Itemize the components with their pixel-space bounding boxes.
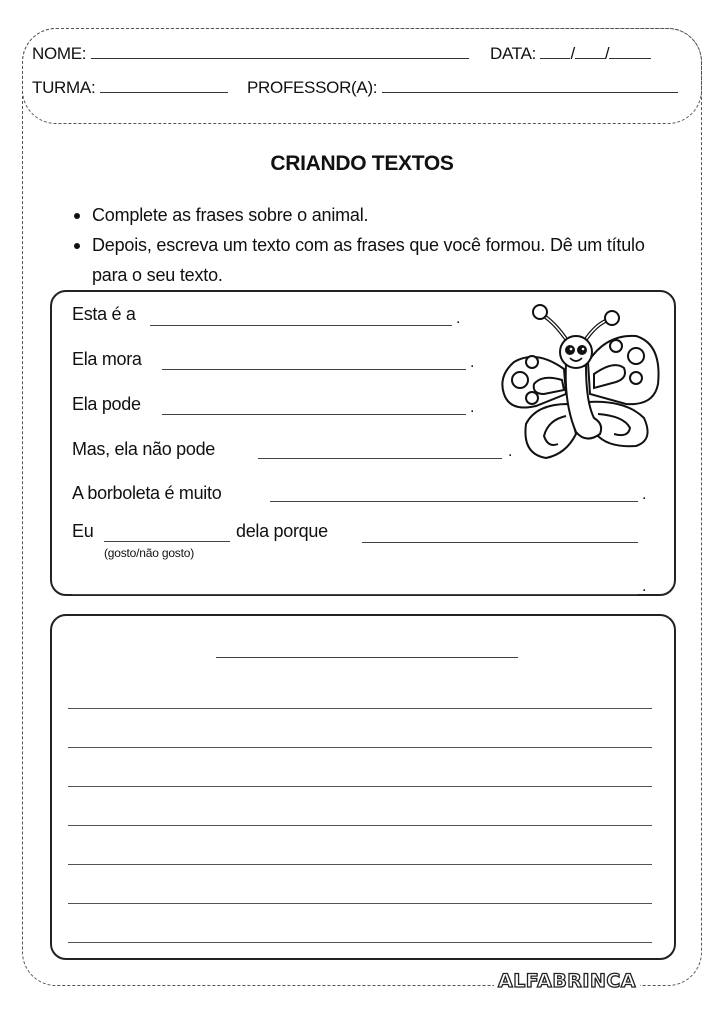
brand-logo: ALFABRINCA [494,970,640,992]
date-separator: / [570,44,575,63]
date-day-blank[interactable] [540,44,570,59]
date-label: DATA: [490,44,537,63]
header-box [22,28,702,124]
teacher-field[interactable] [247,78,678,98]
sentence-3-label: Ela pode [72,394,141,414]
sentence-6-label-start: Eu [72,521,94,541]
instruction-item: Depois, escreva um texto com as frases que você formou. Dê um título para o seu texto. [70,230,680,290]
writing-line[interactable] [68,942,652,943]
period: . [470,399,475,416]
period: . [456,310,461,327]
writing-line[interactable] [68,786,652,787]
sentence-1-blank[interactable] [150,325,452,326]
writing-line[interactable] [68,864,652,865]
writing-line[interactable] [68,903,652,904]
sentence-3-blank[interactable] [162,414,466,415]
class-field[interactable] [32,78,228,98]
butterfly-illustration [496,294,666,474]
class-blank[interactable] [100,78,228,93]
period: . [508,443,513,460]
text-title-line[interactable] [216,657,518,658]
instructions [70,200,680,290]
teacher-label: PROFESSOR(A): [247,78,378,97]
sentence-6-reason-blank[interactable] [362,542,638,543]
teacher-blank[interactable] [382,78,678,93]
sentence-6-continuation-blank[interactable] [72,594,638,595]
instruction-item: Complete as frases sobre o animal. [70,200,680,230]
writing-line[interactable] [68,747,652,748]
period: . [470,354,475,371]
sentence-6-like-blank[interactable] [104,541,230,542]
date-year-blank[interactable] [609,44,651,59]
writing-line[interactable] [68,825,652,826]
sentence-2-blank[interactable] [162,369,466,370]
period: . [642,578,647,595]
sentence-4-label: Mas, ela não pode [72,439,216,459]
name-blank[interactable] [91,44,469,59]
sentence-5-label: A borboleta é muito [72,483,222,503]
name-label: NOME: [32,44,87,63]
page-title: CRIANDO TEXTOS [270,152,454,175]
sentence-4-blank[interactable] [258,458,502,459]
date-month-blank[interactable] [575,44,605,59]
date-field[interactable] [490,44,651,64]
sentence-5-blank[interactable] [270,501,638,502]
period: . [642,486,647,503]
sentence-1-label: Esta é a [72,304,136,324]
sentence-6-label-mid: dela porque [236,521,328,541]
writing-line[interactable] [68,708,652,709]
sentence-2-label: Ela mora [72,349,142,369]
like-hint: (gosto/não gosto) [104,546,194,560]
date-separator: / [604,44,610,63]
name-field[interactable] [32,44,469,64]
writing-box [50,614,676,960]
class-label: TURMA: [32,78,96,97]
